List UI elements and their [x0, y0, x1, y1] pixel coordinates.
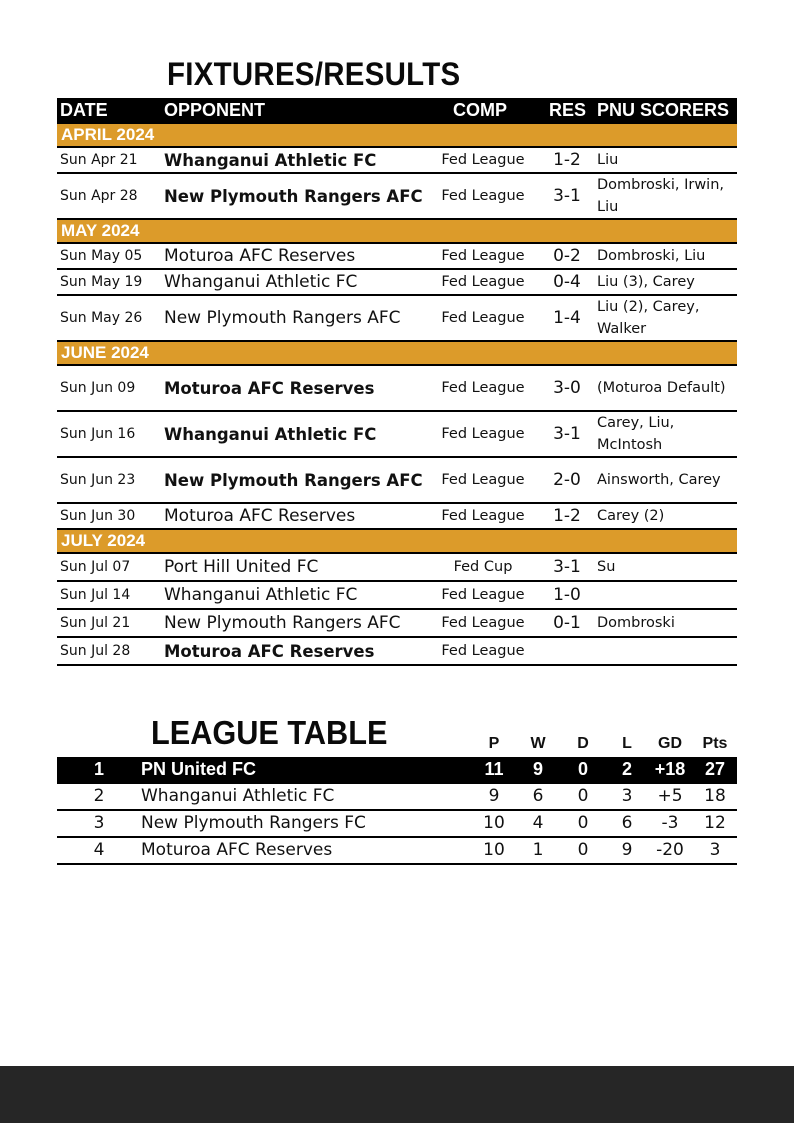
fixture-scorers: [597, 582, 737, 608]
league-position: 4: [93, 840, 105, 860]
league-lost: 6: [621, 813, 633, 833]
league-col-d: D: [577, 735, 589, 752]
fixture-row: [57, 504, 737, 530]
fixture-date: Sun May 26: [60, 310, 143, 326]
month-header: [57, 530, 737, 554]
fixture-row: [57, 458, 737, 504]
league-played: 10: [483, 813, 505, 833]
league-points: 27: [704, 759, 726, 779]
fixtures-body: [57, 124, 737, 666]
fixture-row: [57, 554, 737, 582]
league-team: Moturoa AFC Reserves: [141, 840, 333, 860]
league-goal-diff: +5: [657, 786, 683, 806]
fixture-scorers: Liu (3), Carey: [597, 274, 695, 290]
footer-bar: [0, 1066, 794, 1123]
league-goal-diff: +18: [654, 759, 686, 779]
league-table: [57, 757, 737, 865]
league-table-title: LEAGUE TABLE: [151, 714, 388, 751]
fixture-result: 3-1: [553, 424, 581, 444]
league-lost: 3: [621, 786, 633, 806]
league-won: 6: [532, 786, 544, 806]
league-lost: 9: [621, 840, 633, 860]
month-label: JULY 2024: [61, 531, 146, 550]
fixture-competition: Fed League: [441, 152, 525, 168]
fixture-opponent: Moturoa AFC Reserves: [164, 378, 375, 398]
fixture-date: Sun Apr 21: [60, 152, 138, 168]
fixture-date: Sun Jun 16: [60, 426, 136, 442]
fixture-result: 1-0: [553, 585, 581, 605]
league-team: PN United FC: [141, 759, 256, 779]
fixture-scorers: Liu: [597, 152, 619, 168]
fixture-opponent: Moturoa AFC Reserves: [164, 246, 356, 266]
league-row: [57, 811, 737, 838]
fixture-scorers: Dombroski: [597, 615, 675, 631]
league-row: [57, 784, 737, 811]
fixture-row: [57, 296, 737, 342]
fixture-result: 3-1: [553, 557, 581, 577]
fixture-competition: Fed League: [441, 310, 525, 326]
fixture-opponent: New Plymouth Rangers AFC: [164, 186, 423, 206]
league-row: [57, 838, 737, 865]
month-header: [57, 220, 737, 244]
league-lost: 2: [621, 759, 632, 779]
header-date: DATE: [60, 100, 108, 120]
league-row: [57, 757, 737, 784]
league-played: 11: [484, 759, 504, 779]
fixture-opponent: Moturoa AFC Reserves: [164, 506, 356, 526]
fixture-scorers: Carey (2): [597, 508, 665, 524]
fixture-row: [57, 638, 737, 666]
fixture-result: 0-4: [553, 272, 581, 292]
fixture-opponent: New Plymouth Rangers AFC: [164, 613, 401, 633]
fixture-date: Sun Jul 07: [60, 559, 131, 575]
fixture-result: 0-2: [553, 246, 581, 266]
fixture-opponent: Whanganui Athletic FC: [164, 424, 377, 444]
fixture-row: [57, 270, 737, 296]
header-scorers: PNU SCORERS: [597, 100, 730, 120]
fixture-competition: Fed League: [441, 380, 525, 396]
fixture-scorers: [597, 638, 737, 664]
fixture-competition: Fed League: [441, 248, 525, 264]
league-won: 9: [532, 759, 543, 779]
fixture-opponent: Moturoa AFC Reserves: [164, 641, 375, 661]
fixture-row: [57, 244, 737, 270]
fixture-row: [57, 148, 737, 174]
fixture-date: Sun Jul 21: [60, 615, 131, 631]
fixture-competition: Fed League: [441, 587, 525, 603]
league-team: Whanganui Athletic FC: [141, 786, 335, 806]
fixture-result: 1-4: [553, 308, 581, 328]
fixture-competition: Fed Cup: [453, 559, 513, 575]
league-col-w: W: [530, 735, 546, 752]
league-won: 1: [532, 840, 544, 860]
fixture-opponent: New Plymouth Rangers AFC: [164, 308, 401, 328]
fixture-date: Sun Apr 28: [60, 188, 138, 204]
league-col-pts: Pts: [702, 735, 728, 752]
fixture-competition: Fed League: [441, 643, 525, 659]
league-points: 12: [704, 813, 726, 833]
fixture-scorers: Liu (2), Carey, Walker: [597, 299, 700, 337]
fixture-scorers: Carey, Liu, McIntosh: [597, 415, 675, 453]
fixture-result: 3-1: [553, 186, 581, 206]
fixture-opponent: New Plymouth Rangers AFC: [164, 470, 423, 490]
fixture-scorers: Su: [597, 559, 616, 575]
fixture-result: 0-1: [553, 613, 581, 633]
month-label: APRIL 2024: [61, 125, 155, 144]
fixture-competition: Fed League: [441, 472, 525, 488]
month-label: JUNE 2024: [61, 343, 149, 362]
fixture-opponent: Port Hill United FC: [164, 557, 319, 577]
fixture-row: [57, 174, 737, 220]
league-col-gd: GD: [658, 735, 682, 752]
fixture-scorers: Dombroski, Irwin, Liu: [597, 177, 725, 215]
fixture-date: Sun Jun 30: [60, 508, 136, 524]
fixture-row: [57, 610, 737, 638]
league-col-p: P: [488, 735, 500, 752]
league-points: 18: [704, 786, 726, 806]
league-played: 9: [488, 786, 500, 806]
fixtures-table: [57, 98, 737, 666]
league-position: 2: [93, 786, 105, 806]
league-goal-diff: -3: [661, 813, 679, 833]
fixture-result: 2-0: [553, 470, 581, 490]
fixture-date: Sun Jul 14: [60, 587, 131, 603]
month-header: [57, 342, 737, 366]
league-points: 3: [709, 840, 721, 860]
header-res: RES: [549, 100, 587, 120]
fixture-opponent: Whanganui Athletic FC: [164, 150, 377, 170]
league-played: 10: [483, 840, 505, 860]
fixture-result: [545, 638, 589, 664]
fixtures-header-row: [57, 98, 737, 124]
fixture-row: [57, 366, 737, 412]
fixture-opponent: Whanganui Athletic FC: [164, 272, 358, 292]
fixture-result: 1-2: [553, 506, 581, 526]
fixture-result: 3-0: [553, 378, 581, 398]
league-won: 4: [532, 813, 544, 833]
fixture-date: Sun May 05: [60, 248, 143, 264]
fixture-opponent: Whanganui Athletic FC: [164, 585, 358, 605]
fixture-result: 1-2: [553, 150, 581, 170]
month-label: MAY 2024: [61, 221, 140, 240]
league-drawn: 0: [577, 786, 589, 806]
fixture-date: Sun Jun 23: [60, 472, 136, 488]
fixtures-title: FIXTURES/RESULTS: [167, 56, 461, 92]
fixture-competition: Fed League: [441, 274, 525, 290]
header-comp: COMP: [453, 100, 507, 120]
fixture-date: Sun Jul 28: [60, 643, 131, 659]
league-drawn: 0: [577, 759, 588, 779]
month-header: [57, 124, 737, 148]
fixture-row: [57, 582, 737, 610]
fixture-date: Sun May 19: [60, 274, 143, 290]
fixture-scorers: Ainsworth, Carey: [597, 472, 721, 488]
league-goal-diff: -20: [656, 840, 684, 860]
fixture-date: Sun Jun 09: [60, 380, 136, 396]
fixture-competition: Fed League: [441, 426, 525, 442]
league-team: New Plymouth Rangers FC: [141, 813, 366, 833]
league-col-l: L: [622, 735, 632, 752]
fixture-scorers: (Moturoa Default): [597, 380, 726, 396]
league-position: 1: [93, 759, 104, 779]
fixture-competition: Fed League: [441, 188, 525, 204]
fixture-competition: Fed League: [441, 615, 525, 631]
league-column-headers: [57, 735, 737, 755]
fixture-scorers: Dombroski, Liu: [597, 248, 706, 264]
fixture-row: [57, 412, 737, 458]
header-opponent: OPPONENT: [164, 100, 266, 120]
league-drawn: 0: [577, 813, 589, 833]
league-drawn: 0: [577, 840, 589, 860]
fixture-competition: Fed League: [441, 508, 525, 524]
league-position: 3: [93, 813, 105, 833]
